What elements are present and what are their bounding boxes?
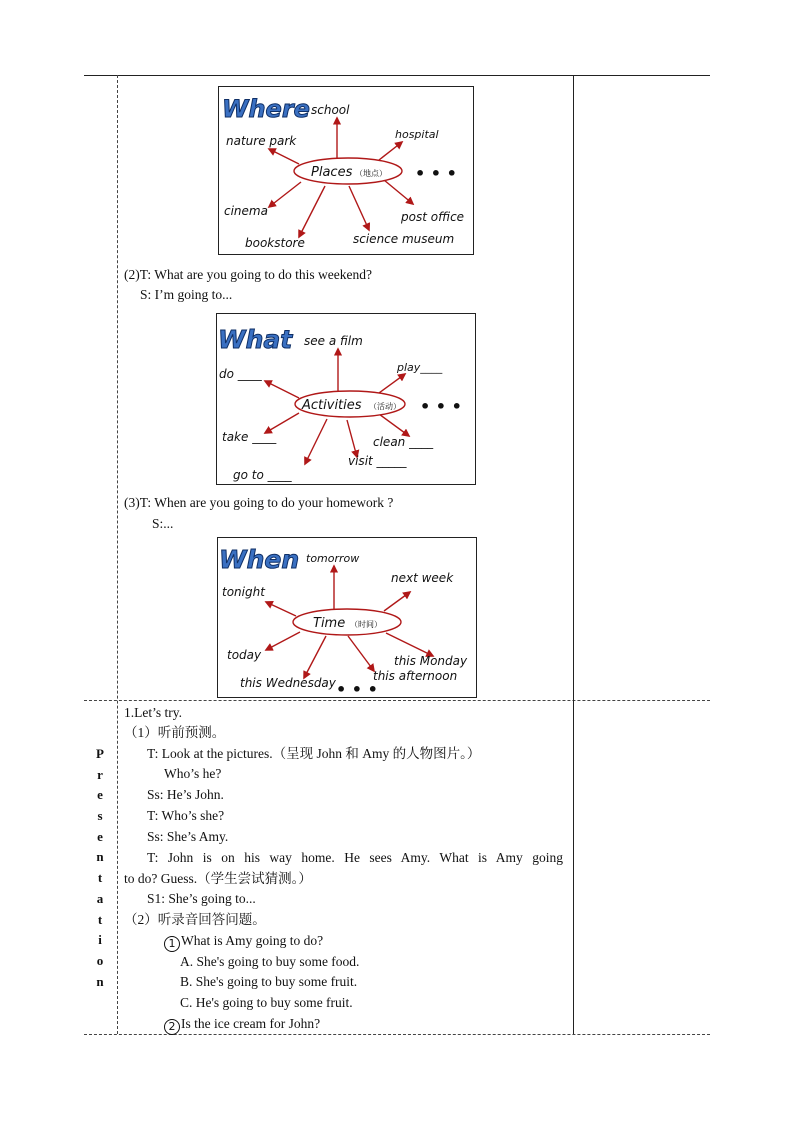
word-clean: clean ____ <box>373 435 434 449</box>
places-mind-map <box>218 86 474 255</box>
label-letter: e <box>97 787 103 803</box>
label-letter: o <box>96 952 104 968</box>
question-1-text: What is Amy going to do? <box>181 933 324 948</box>
diagram-title: Where <box>222 95 310 123</box>
label-letter: P <box>96 746 104 761</box>
activities-mind-map <box>216 313 476 485</box>
word-cinema: cinema <box>224 204 268 218</box>
word-tonight: tonight <box>222 585 265 599</box>
word-science-museum: science museum <box>353 232 455 246</box>
question-2-teacher: (2)T: What are you going to do this weekend? <box>124 267 373 282</box>
label-letter: t <box>97 911 103 927</box>
section-label-presentation <box>90 744 110 992</box>
lets-try-heading: 1.Let’s try. <box>124 705 182 720</box>
dialogue-line: T: Look at the pictures.（呈现 John 和 Amy 的人物图片。） <box>147 746 481 761</box>
label-letter: t <box>97 870 103 886</box>
word-play: play____ <box>397 361 443 374</box>
word-post-office: post office <box>401 210 465 224</box>
pre-listening-heading: （1）听前预测。 <box>124 725 226 740</box>
dialogue-line: Who’s he? <box>164 766 222 781</box>
time-mind-map <box>217 537 477 698</box>
column-divider-left <box>117 75 118 1034</box>
word-visit: visit _____ <box>348 454 407 468</box>
word-this-afternoon: this afternoon <box>373 669 458 683</box>
label-letter: e <box>97 828 103 844</box>
label-letter: n <box>96 973 104 989</box>
question-3-student: S:... <box>152 516 174 531</box>
dialogue-line: T: Who’s she? <box>147 808 225 823</box>
center-note: （时间） <box>350 620 382 629</box>
ellipsis-dots: • • • <box>420 397 462 416</box>
word-bookstore: bookstore <box>245 236 305 250</box>
word-hospital: hospital <box>395 128 439 141</box>
word-tomorrow: tomorrow <box>306 552 360 565</box>
listening-heading: （2）听录音回答问题。 <box>124 912 266 927</box>
question-1 <box>164 931 323 952</box>
dialogue-line: T: John is on his way home. He sees Amy. What is Amy going <box>147 850 563 865</box>
center-label: Time <box>313 616 346 631</box>
center-label: Places <box>311 165 353 180</box>
option-a: A. She's going to buy some food. <box>180 954 360 969</box>
word-nature-park: nature park <box>226 134 297 148</box>
center-note: （活动） <box>369 402 401 411</box>
label-letter: s <box>97 808 103 824</box>
label-letter: n <box>96 849 104 865</box>
word-take: take ____ <box>222 430 277 444</box>
label-letter: i <box>98 932 102 948</box>
center-label: Activities <box>302 398 362 413</box>
word-this-wednesday: this Wednesday <box>240 676 336 690</box>
option-c: C. He's going to buy some fruit. <box>180 995 353 1010</box>
column-divider-right <box>573 75 574 1034</box>
diagram-title: When <box>219 545 300 574</box>
question-2-text: Is the ice cream for John? <box>181 1016 321 1031</box>
word-next-week: next week <box>391 571 454 585</box>
word-school: school <box>311 103 350 117</box>
label-letter: r <box>97 766 103 782</box>
circled-number-1: 1 <box>164 936 180 952</box>
diagram-title: What <box>218 325 293 354</box>
dialogue-line: Ss: He’s John. <box>147 787 224 802</box>
dialogue-line: to do? Guess.（学生尝试猜测。） <box>124 871 312 886</box>
word-today: today <box>227 648 262 662</box>
word-see-a-film: see a film <box>304 334 363 348</box>
word-go-to: go to ____ <box>233 468 292 482</box>
question-2-student: S: I’m going to... <box>140 287 233 302</box>
ellipsis-dots: • • • <box>415 164 457 183</box>
dialogue-line: Ss: She’s Amy. <box>147 829 229 844</box>
circled-number-2: 2 <box>164 1019 180 1035</box>
label-letter: a <box>96 890 104 906</box>
center-note: （地点） <box>355 169 387 178</box>
word-this-monday: this Monday <box>394 654 468 668</box>
ellipsis-dots: • • • <box>336 680 378 697</box>
question-3-teacher: (3)T: When are you going to do your homework ? <box>124 495 394 510</box>
row-divider <box>84 700 710 701</box>
option-b: B. She's going to buy some fruit. <box>180 974 358 989</box>
word-do: do ____ <box>219 367 262 381</box>
table-top-border <box>84 75 710 76</box>
question-2 <box>164 1014 320 1035</box>
dialogue-line: S1: She’s going to... <box>147 891 256 906</box>
